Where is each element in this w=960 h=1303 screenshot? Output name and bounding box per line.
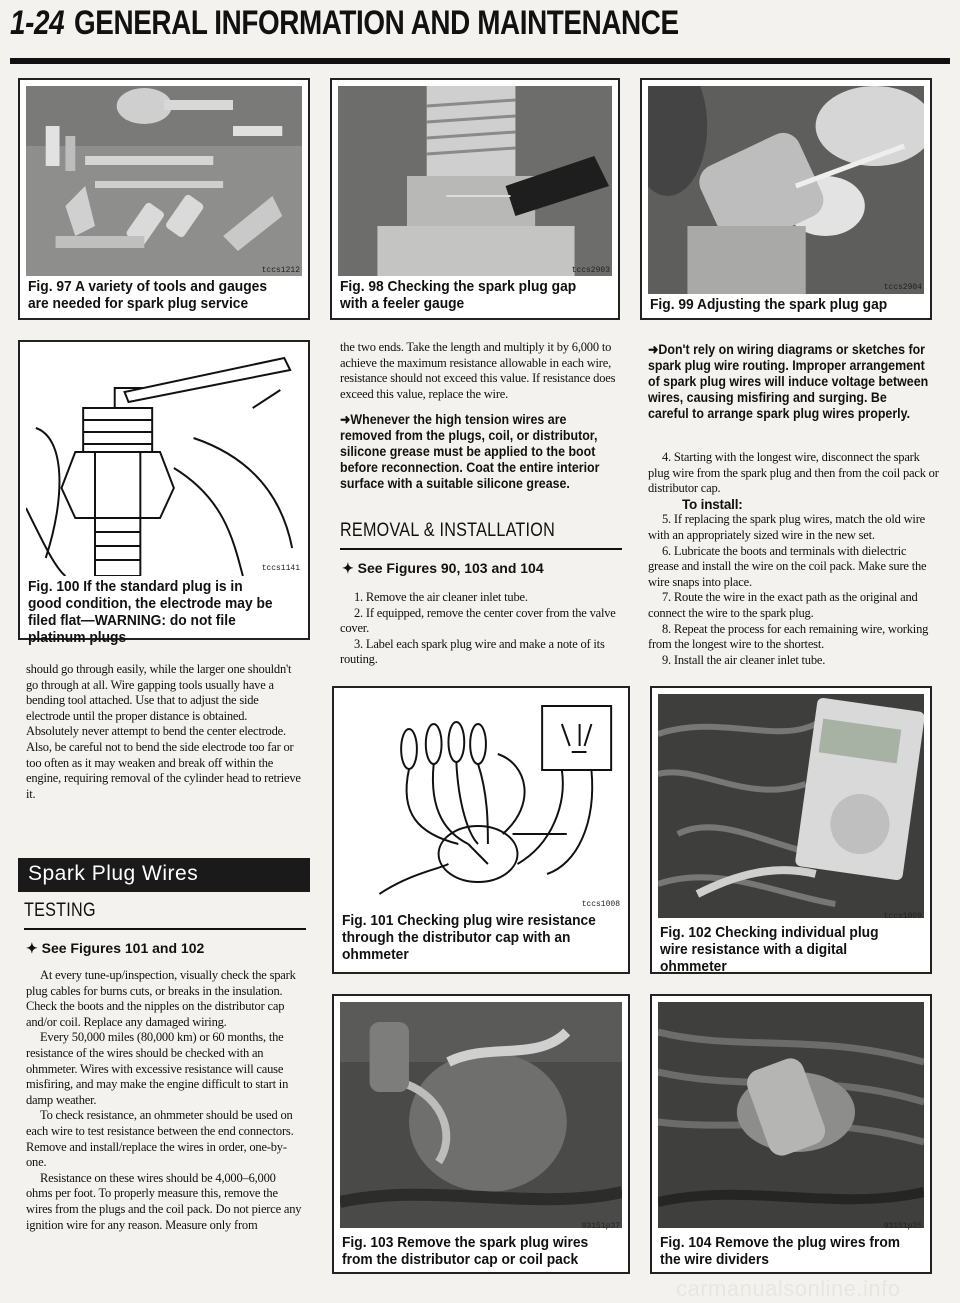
note-arrow-icon: ➜ xyxy=(648,342,659,357)
figure-98-photo xyxy=(338,86,612,276)
figure-104-caption: Fig. 104 Remove the plug wires from the wire dividers xyxy=(660,1234,901,1268)
figure-99-photo xyxy=(648,86,924,294)
to-install-heading: To install: xyxy=(682,496,743,512)
page-number: 1-24 xyxy=(10,4,65,42)
see-figures-bullet-icon: ✦ xyxy=(26,940,38,956)
figure-97-caption: Fig. 97 A variety of tools and gauges are needed for spark plug service xyxy=(28,278,267,312)
figure-99-code: tccs2904 xyxy=(883,283,922,292)
figure-103-code: 93151p37 xyxy=(581,1222,620,1231)
right-steps xyxy=(648,450,940,668)
header-rule xyxy=(10,58,950,64)
figure-103-photo xyxy=(340,1002,622,1228)
see-figures-bullet-icon: ✦ xyxy=(342,560,354,576)
figure-104-photo xyxy=(658,1002,924,1228)
left-paragraph-2: At every tune-up/inspection, visually check the spark plug cables for burns cuts, or breaks in the insulation. Check the boots and the nipples on the distributor cap and/or coil. Replace any damaged wiring. xyxy=(26,968,296,1029)
figure-100-illustration xyxy=(26,348,302,576)
figure-103 xyxy=(332,994,630,1274)
figure-101-caption: Fig. 101 Checking plug wire resistance through the distributor cap with an ohmmeter xyxy=(342,912,596,963)
figure-103-caption: Fig. 103 Remove the spark plug wires from the distributor cap or coil pack xyxy=(342,1234,589,1268)
removal-rule xyxy=(340,548,622,550)
figure-102-photo xyxy=(658,694,924,918)
step-4: 4. Starting with the longest wire, disconnect the spark plug wire from the spark plug and then from the coil pack or distributor cap. xyxy=(648,450,939,496)
step-9: 9. Install the air cleaner inlet tube. xyxy=(662,652,826,667)
figure-102 xyxy=(650,686,932,974)
figure-97-code: tccs1212 xyxy=(261,266,300,275)
figure-104 xyxy=(650,994,932,1274)
testing-rule xyxy=(24,928,306,930)
watermark: carmanualsonline.info xyxy=(676,1276,901,1301)
middle-note: ➜Whenever the high tension wires are removed from the plugs, coil, or distributor, silicone grease must be applied to the boot before reconnection. Coat the entire interior surface with a suitable silicone grease. xyxy=(340,412,600,491)
figure-97-photo xyxy=(26,86,302,276)
step-8: 8. Repeat the process for each remaining wire, working from the longest wire to the shortest. xyxy=(648,621,929,652)
step-5: 5. If replacing the spark plug wires, match the old wire with an appropriately sized wire in the new set. xyxy=(648,512,926,542)
figure-99-caption: Fig. 99 Adjusting the spark plug gap xyxy=(650,296,888,313)
note-arrow-icon: ➜ xyxy=(340,412,351,427)
figure-104-code: 93151p35 xyxy=(883,1222,922,1231)
step-2: 2. If equipped, remove the center cover from the valve cover. xyxy=(340,605,616,636)
figure-100-caption: Fig. 100 If the standard plug is in good condition, the electrode may be filed flat—WARNING: do not file platinum plugs xyxy=(28,578,273,646)
figure-99 xyxy=(640,78,932,320)
section-banner: Spark Plug Wires xyxy=(18,858,310,892)
figure-101-illustration xyxy=(340,694,622,904)
figure-98-caption: Fig. 98 Checking the spark plug gap with a feeler gauge xyxy=(340,278,577,312)
figure-102-caption: Fig. 102 Checking individual plug wire resistance with a digital ohmmeter xyxy=(660,924,879,975)
chapter-title: GENERAL INFORMATION AND MAINTENANCE xyxy=(74,4,679,42)
left-paragraph-3: Every 50,000 miles (80,000 km) or 60 months, the resistance of the wires should be checked with an ohmmeter. Wires with excessive resistance will cause misfiring, and may make the engine difficult to start in damp weather. xyxy=(26,1030,289,1107)
figure-97 xyxy=(18,78,310,320)
figure-102-code: tccs1009 xyxy=(883,912,922,921)
removal-title: REMOVAL & INSTALLATION xyxy=(340,520,556,541)
figure-100 xyxy=(18,340,310,646)
figure-98-code: tccs2903 xyxy=(571,266,610,275)
page-header xyxy=(10,4,679,43)
removal-see-figures: ✦ See Figures 90, 103 and 104 xyxy=(342,560,544,576)
left-text-block xyxy=(26,968,304,1233)
figure-101-code: tccs1008 xyxy=(581,900,620,909)
figure-101 xyxy=(332,686,630,974)
testing-title: TESTING xyxy=(24,900,96,921)
step-1: 1. Remove the air cleaner inlet tube. xyxy=(354,590,528,604)
figure-100-code: tccs1141 xyxy=(261,564,300,573)
step-7: 7. Route the wire in the exact path as the original and connect the wire to the spark plug. xyxy=(648,590,918,620)
right-note: ➜Don't rely on wiring diagrams or sketches for spark plug wire routing. Improper arrangement of spark plug wires will induce voltage between wires, causing misfiring and surging. Be careful to arrange spark plug wires properly. xyxy=(648,342,929,421)
left-paragraph-5: Resistance on these wires should be 4,000–6,000 ohms per foot. To properly measure this, remove the wires from the plugs and the coil pack. Do not pierce any ignition wire for any reason. Measure only from xyxy=(26,1170,302,1232)
step-6: 6. Lubricate the boots and terminals with dielectric grease and install the wire on the coil pack. Make sure the wire snaps into place. xyxy=(648,543,927,589)
middle-steps xyxy=(340,590,624,668)
middle-paragraph-1: the two ends. Take the length and multiply it by 6,000 to achieve the maximum resistance allowable in each wire, resistance should not exceed this value. If resistance does exceed this value, replace the wire. xyxy=(340,340,616,401)
left-paragraph-1: should go through easily, while the larger one shouldn't go through at all. Wire gapping tools usually have a bending tool attached. Use that to adjust the side electrode until the proper distance is obtained. Absolutely never attempt to bend the center electrode. Also, be careful not to bend the side electrode too far or too often as it may weaken and break off within the engine, requiring removal of the cylinder head to retrieve it. xyxy=(26,662,301,801)
step-3: 3. Label each spark plug wire and make a note of its routing. xyxy=(340,636,605,667)
left-paragraph-4: To check resistance, an ohmmeter should be used on each wire to test resistance between the end connectors. Remove and install/replace the wires in order, one-by-one. xyxy=(26,1108,294,1170)
testing-see-figures: ✦ See Figures 101 and 102 xyxy=(26,940,205,956)
figure-98 xyxy=(330,78,620,320)
